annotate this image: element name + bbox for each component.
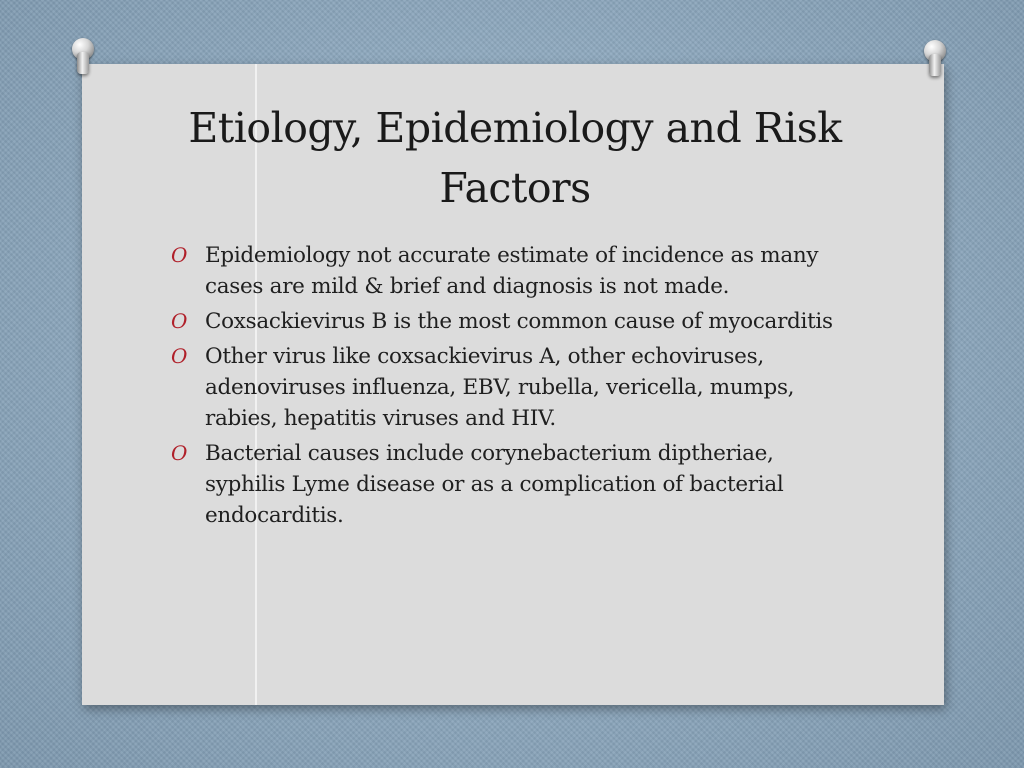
bullet-item <box>168 341 858 434</box>
bullet-list <box>168 240 858 535</box>
pushpin-right-icon <box>918 40 952 80</box>
bullet-item <box>168 306 858 337</box>
bullet-text: include corynebacterium diptheriae, syphilis Lyme disease or as a complication of bacterial endocarditis. <box>205 441 784 528</box>
bullet-lead: Other virus <box>205 344 326 369</box>
bullet-item <box>168 438 858 531</box>
slide-title <box>100 98 930 218</box>
title-line-1: Etiology, Epidemiology and Risk <box>188 104 842 152</box>
title-line-2: Factors <box>439 164 591 212</box>
bullet-item <box>168 240 858 302</box>
bullet-text: like coxsackievirus A, other echoviruses, adenoviruses influenza, EBV, rubella, vericella, mumps, rabies, hepatitis viruses and HIV. <box>205 344 795 431</box>
bullet-marker-icon: O <box>171 309 188 333</box>
bullet-marker-icon: O <box>171 441 188 465</box>
pushpin-left-icon <box>66 38 100 78</box>
bullet-text: Epidemiology not accurate estimate of incidence as many cases are mild & brief and diagnosis is not made. <box>205 243 819 299</box>
bullet-text: is the most common cause of myocarditis <box>387 309 833 334</box>
bullet-lead: Bacterial causes <box>205 441 380 466</box>
bullet-marker-icon: O <box>171 344 188 368</box>
bullet-marker-icon: O <box>171 243 188 267</box>
bullet-lead: Coxsackievirus B <box>205 309 388 334</box>
